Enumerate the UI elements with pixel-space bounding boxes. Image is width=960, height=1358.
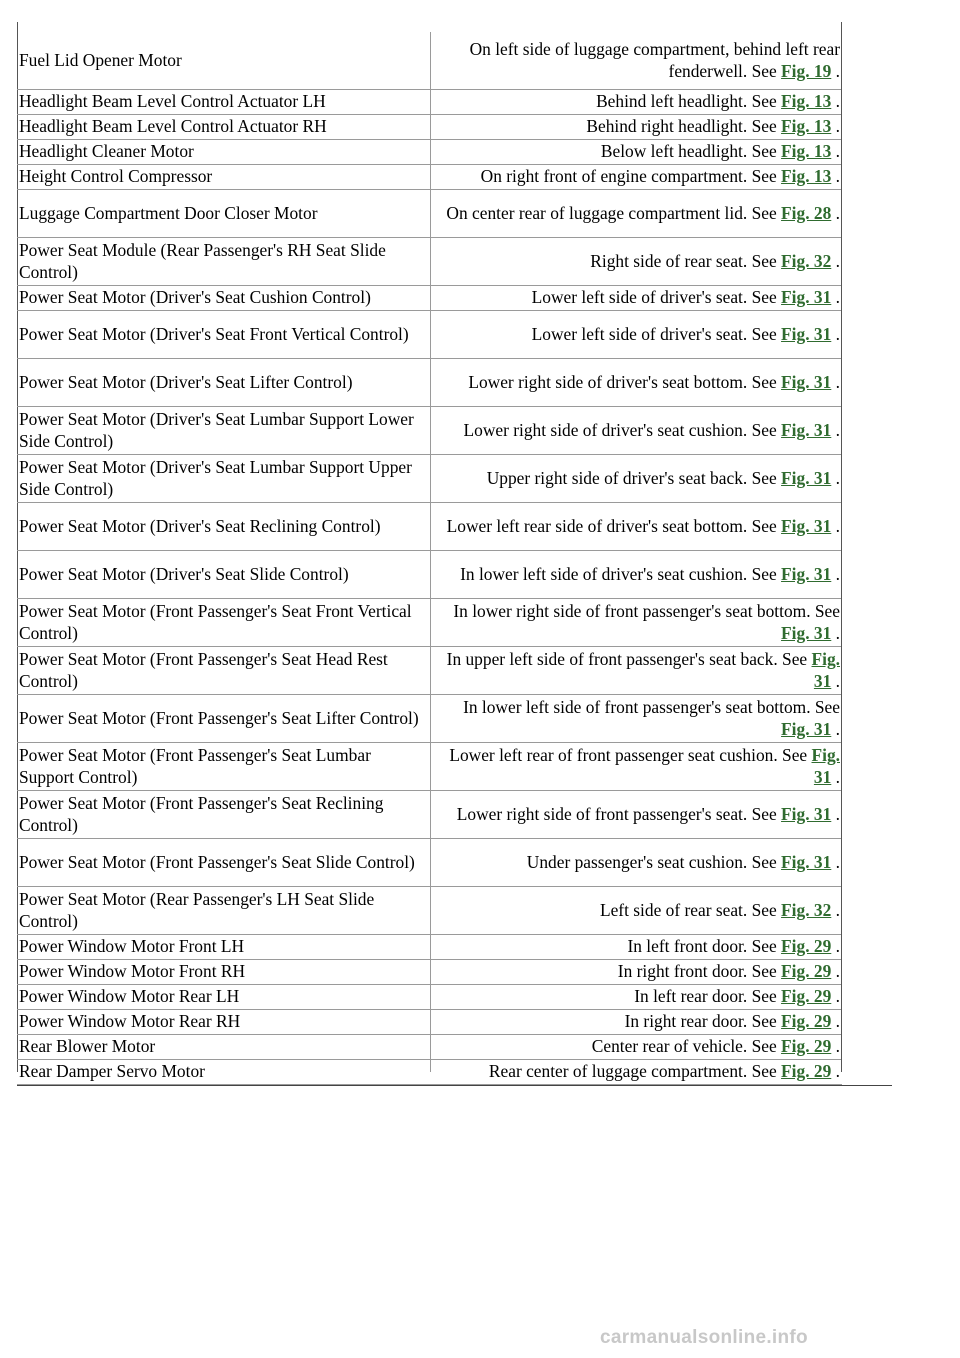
location-text (436, 564, 840, 586)
table-row (17, 743, 842, 791)
location-text (436, 372, 840, 394)
location-cell (430, 960, 842, 984)
figure-link[interactable]: Fig. 31 (781, 563, 832, 584)
location-description: Behind left headlight. See (596, 91, 782, 112)
location-tail: . (831, 622, 840, 643)
location-text (436, 900, 840, 922)
component-name: Rear Blower Motor (19, 1036, 156, 1057)
component-cell (17, 455, 430, 502)
component-name: Power Window Motor Rear LH (19, 986, 240, 1007)
table-row (17, 599, 842, 647)
location-description: In lower left side of driver's seat cushion. See (460, 563, 782, 584)
location-tail: . (831, 467, 840, 488)
component-cell (17, 238, 430, 285)
figure-link[interactable]: Fig. 28 (781, 202, 832, 223)
location-cell (430, 791, 842, 838)
location-tail: . (831, 563, 840, 584)
figure-link[interactable]: Fig. 31 (781, 323, 832, 344)
location-tail: . (831, 670, 840, 691)
location-text (436, 420, 840, 442)
location-description: Lower left rear of front passenger seat cushion. See (449, 745, 812, 765)
location-cell (430, 90, 842, 114)
table-row (17, 190, 842, 238)
component-cell (17, 190, 430, 237)
location-cell (430, 743, 842, 790)
figure-link[interactable]: Fig. 13 (781, 166, 832, 187)
figure-link[interactable]: Fig. 31 (811, 649, 840, 691)
location-tail: . (831, 986, 840, 1007)
location-cell (430, 311, 842, 358)
location-cell (430, 238, 842, 285)
location-description: Below left headlight. See (600, 141, 782, 162)
location-cell (430, 1035, 842, 1059)
location-text (436, 166, 840, 188)
location-text (436, 141, 840, 163)
table-row (17, 551, 842, 599)
table-row (17, 407, 842, 455)
component-name: Power Seat Motor (Front Passenger's Seat Reclining Control) (19, 793, 384, 835)
component-cell (17, 985, 430, 1009)
figure-link[interactable]: Fig. 29 (781, 961, 832, 982)
location-tail: . (831, 91, 840, 112)
component-cell (17, 791, 430, 838)
location-text (436, 936, 840, 958)
figure-link[interactable]: Fig. 31 (781, 287, 832, 308)
table-row (17, 238, 842, 286)
location-cell (430, 503, 842, 550)
table-row (17, 887, 842, 935)
footer-watermark: carmanualsonline.info (600, 1327, 808, 1348)
figure-link[interactable]: Fig. 32 (781, 899, 832, 920)
location-cell (430, 985, 842, 1009)
component-cell (17, 503, 430, 550)
location-text (436, 324, 840, 346)
location-text (436, 1011, 840, 1033)
location-description: In lower right side of front passenger's seat bottom. See (453, 601, 840, 621)
component-name: Power Window Motor Front LH (19, 936, 245, 957)
location-cell (430, 32, 842, 89)
location-cell (430, 599, 842, 646)
location-text (436, 516, 840, 538)
location-cell (430, 359, 842, 406)
location-tail: . (831, 1011, 840, 1032)
figure-link[interactable]: Fig. 31 (781, 515, 832, 536)
component-cell (17, 551, 430, 598)
component-name: Power Seat Motor (Front Passenger's Seat Front Vertical Control) (19, 601, 412, 643)
component-name: Power Seat Motor (Driver's Seat Cushion Control) (19, 287, 371, 308)
component-name: Luggage Compartment Door Closer Motor (19, 202, 318, 223)
component-cell (17, 599, 430, 646)
component-name: Power Seat Module (Rear Passenger's RH Seat Slide Control) (19, 240, 386, 282)
page-bottom-rule (17, 1085, 892, 1086)
table-row (17, 165, 842, 190)
location-description: Lower right side of driver's seat cushion. See (463, 419, 782, 440)
location-cell (430, 286, 842, 310)
component-name: Power Seat Motor (Front Passenger's Seat Lumbar Support Control) (19, 745, 371, 787)
location-description: Behind right headlight. See (586, 116, 782, 137)
table-row (17, 32, 842, 90)
component-name: Power Window Motor Rear RH (19, 1011, 241, 1032)
location-text (436, 116, 840, 138)
location-cell (430, 935, 842, 959)
location-description: Under passenger's seat cushion. See (526, 851, 782, 872)
location-tail: . (831, 718, 840, 739)
location-cell (430, 407, 842, 454)
location-tail: . (831, 166, 840, 187)
component-name: Power Seat Motor (Driver's Seat Reclining Control) (19, 515, 381, 536)
component-cell (17, 1035, 430, 1059)
figure-link[interactable]: Fig. 31 (781, 419, 832, 440)
location-tail: . (831, 250, 840, 271)
table-row (17, 935, 842, 960)
location-description: Rear center of luggage compartment. See (488, 1061, 782, 1082)
figure-link[interactable]: Fig. 13 (781, 91, 832, 112)
location-tail: . (831, 116, 840, 137)
location-text (436, 601, 840, 644)
component-location-table (17, 22, 842, 1107)
location-description: Left side of rear seat. See (599, 899, 782, 920)
location-tail: . (831, 1061, 840, 1082)
component-name: Power Seat Motor (Driver's Seat Lumbar Support Upper Side Control) (19, 457, 412, 499)
figure-link[interactable]: Fig. 29 (781, 1036, 832, 1057)
figure-link[interactable]: Fig. 31 (811, 745, 840, 787)
location-description: Lower left rear side of driver's seat bottom. See (446, 515, 782, 536)
figure-link[interactable]: Fig. 31 (781, 622, 832, 643)
location-text (436, 961, 840, 983)
component-name: Headlight Cleaner Motor (19, 141, 194, 162)
component-name: Power Seat Motor (Front Passenger's Seat Head Rest Control) (19, 649, 388, 691)
figure-link[interactable]: Fig. 29 (781, 936, 832, 957)
location-cell (430, 551, 842, 598)
location-tail: . (831, 515, 840, 536)
component-name: Power Seat Motor (Front Passenger's Seat Slide Control) (19, 851, 415, 872)
location-cell (430, 140, 842, 164)
figure-link[interactable]: Fig. 13 (781, 116, 832, 137)
table-row (17, 647, 842, 695)
component-name: Power Window Motor Front RH (19, 961, 246, 982)
component-cell (17, 935, 430, 959)
component-name: Power Seat Motor (Driver's Seat Lifter Control) (19, 371, 353, 392)
location-text (436, 1061, 840, 1083)
component-cell (17, 286, 430, 310)
component-cell (17, 359, 430, 406)
figure-link[interactable]: Fig. 29 (781, 1061, 832, 1082)
table-row (17, 140, 842, 165)
component-cell (17, 165, 430, 189)
location-description: Center rear of vehicle. See (591, 1036, 782, 1057)
figure-link[interactable]: Fig. 31 (781, 371, 832, 392)
location-description: On center rear of luggage compartment lid. See (446, 202, 782, 223)
figure-link[interactable]: Fig. 13 (781, 141, 832, 162)
location-description: In lower left side of front passenger's seat bottom. See (463, 697, 840, 717)
location-text (436, 986, 840, 1008)
location-text (436, 468, 840, 490)
location-description: Lower right side of front passenger's seat. See (456, 803, 782, 824)
location-text (436, 697, 840, 740)
location-tail: . (831, 1036, 840, 1057)
component-name: Power Seat Motor (Driver's Seat Front Vertical Control) (19, 323, 409, 344)
location-tail: . (831, 899, 840, 920)
table-row (17, 1060, 842, 1085)
component-cell (17, 1060, 430, 1084)
component-cell (17, 311, 430, 358)
table-row (17, 791, 842, 839)
location-text (436, 745, 840, 788)
location-cell (430, 1060, 842, 1084)
location-description: On right front of engine compartment. See (480, 166, 782, 187)
location-tail: . (831, 961, 840, 982)
location-cell (430, 165, 842, 189)
table-row (17, 115, 842, 140)
component-cell (17, 960, 430, 984)
location-description: In left front door. See (627, 936, 782, 957)
location-description: In right rear door. See (624, 1011, 782, 1032)
figure-link[interactable]: Fig. 19 (781, 60, 832, 81)
table-row (17, 1035, 842, 1060)
location-tail: . (831, 60, 840, 81)
table-row (17, 695, 842, 743)
location-text (436, 287, 840, 309)
component-cell (17, 839, 430, 886)
location-text (436, 251, 840, 273)
table-row (17, 286, 842, 311)
location-tail: . (831, 419, 840, 440)
component-cell (17, 695, 430, 742)
component-cell (17, 140, 430, 164)
table-row (17, 455, 842, 503)
location-cell (430, 695, 842, 742)
component-cell (17, 743, 430, 790)
table-row (17, 839, 842, 887)
location-cell (430, 190, 842, 237)
figure-link[interactable]: Fig. 31 (781, 718, 832, 739)
component-name: Power Seat Motor (Rear Passenger's LH Seat Slide Control) (19, 889, 375, 931)
location-cell (430, 1010, 842, 1034)
table-row (17, 90, 842, 115)
table-row (17, 359, 842, 407)
table-body (17, 32, 842, 1085)
location-description: Upper right side of driver's seat back. See (486, 467, 782, 488)
table-row (17, 503, 842, 551)
table-row (17, 1010, 842, 1035)
location-description: Right side of rear seat. See (590, 250, 782, 271)
location-text (436, 804, 840, 826)
location-text (436, 91, 840, 113)
location-tail: . (831, 141, 840, 162)
location-description: Lower left side of driver's seat. See (531, 287, 782, 308)
location-description: Lower left side of driver's seat. See (531, 323, 782, 344)
table-row (17, 960, 842, 985)
location-text (436, 852, 840, 874)
component-cell (17, 115, 430, 139)
location-description: In right front door. See (617, 961, 782, 982)
component-name: Headlight Beam Level Control Actuator LH (19, 91, 326, 112)
location-cell (430, 887, 842, 934)
location-description: In left rear door. See (634, 986, 782, 1007)
location-description: On left side of luggage compartment, behind left rear fenderwell. See (469, 39, 840, 81)
location-tail: . (831, 202, 840, 223)
figure-link[interactable]: Fig. 29 (781, 986, 832, 1007)
component-name: Fuel Lid Opener Motor (19, 49, 182, 70)
location-cell (430, 839, 842, 886)
location-cell (430, 455, 842, 502)
location-tail: . (831, 766, 840, 787)
component-name: Rear Damper Servo Motor (19, 1061, 205, 1082)
location-cell (430, 115, 842, 139)
component-cell (17, 407, 430, 454)
table-row (17, 985, 842, 1010)
location-description: Lower right side of driver's seat bottom. See (468, 371, 782, 392)
figure-link[interactable]: Fig. 32 (781, 250, 832, 271)
location-cell (430, 647, 842, 694)
figure-link[interactable]: Fig. 31 (781, 803, 832, 824)
component-name: Power Seat Motor (Driver's Seat Lumbar Support Lower Side Control) (19, 409, 414, 451)
component-name: Power Seat Motor (Driver's Seat Slide Control) (19, 563, 349, 584)
figure-link[interactable]: Fig. 31 (781, 851, 832, 872)
component-cell (17, 32, 430, 89)
component-cell (17, 887, 430, 934)
component-name: Headlight Beam Level Control Actuator RH (19, 116, 327, 137)
component-cell (17, 647, 430, 694)
location-tail: . (831, 936, 840, 957)
table-row-empty (17, 1085, 842, 1107)
location-text (436, 1036, 840, 1058)
component-cell (17, 1010, 430, 1034)
figure-link[interactable]: Fig. 31 (781, 467, 832, 488)
location-text (436, 39, 840, 82)
location-description: In upper left side of front passenger's seat back. See (446, 649, 812, 669)
table-row (17, 311, 842, 359)
location-tail: . (831, 803, 840, 824)
location-tail: . (831, 371, 840, 392)
location-text (436, 649, 840, 692)
figure-link[interactable]: Fig. 29 (781, 1011, 832, 1032)
component-name: Power Seat Motor (Front Passenger's Seat Lifter Control) (19, 707, 419, 728)
component-name: Height Control Compressor (19, 166, 213, 187)
location-tail: . (831, 287, 840, 308)
location-text (436, 203, 840, 225)
component-cell (17, 90, 430, 114)
location-tail: . (831, 323, 840, 344)
location-tail: . (831, 851, 840, 872)
